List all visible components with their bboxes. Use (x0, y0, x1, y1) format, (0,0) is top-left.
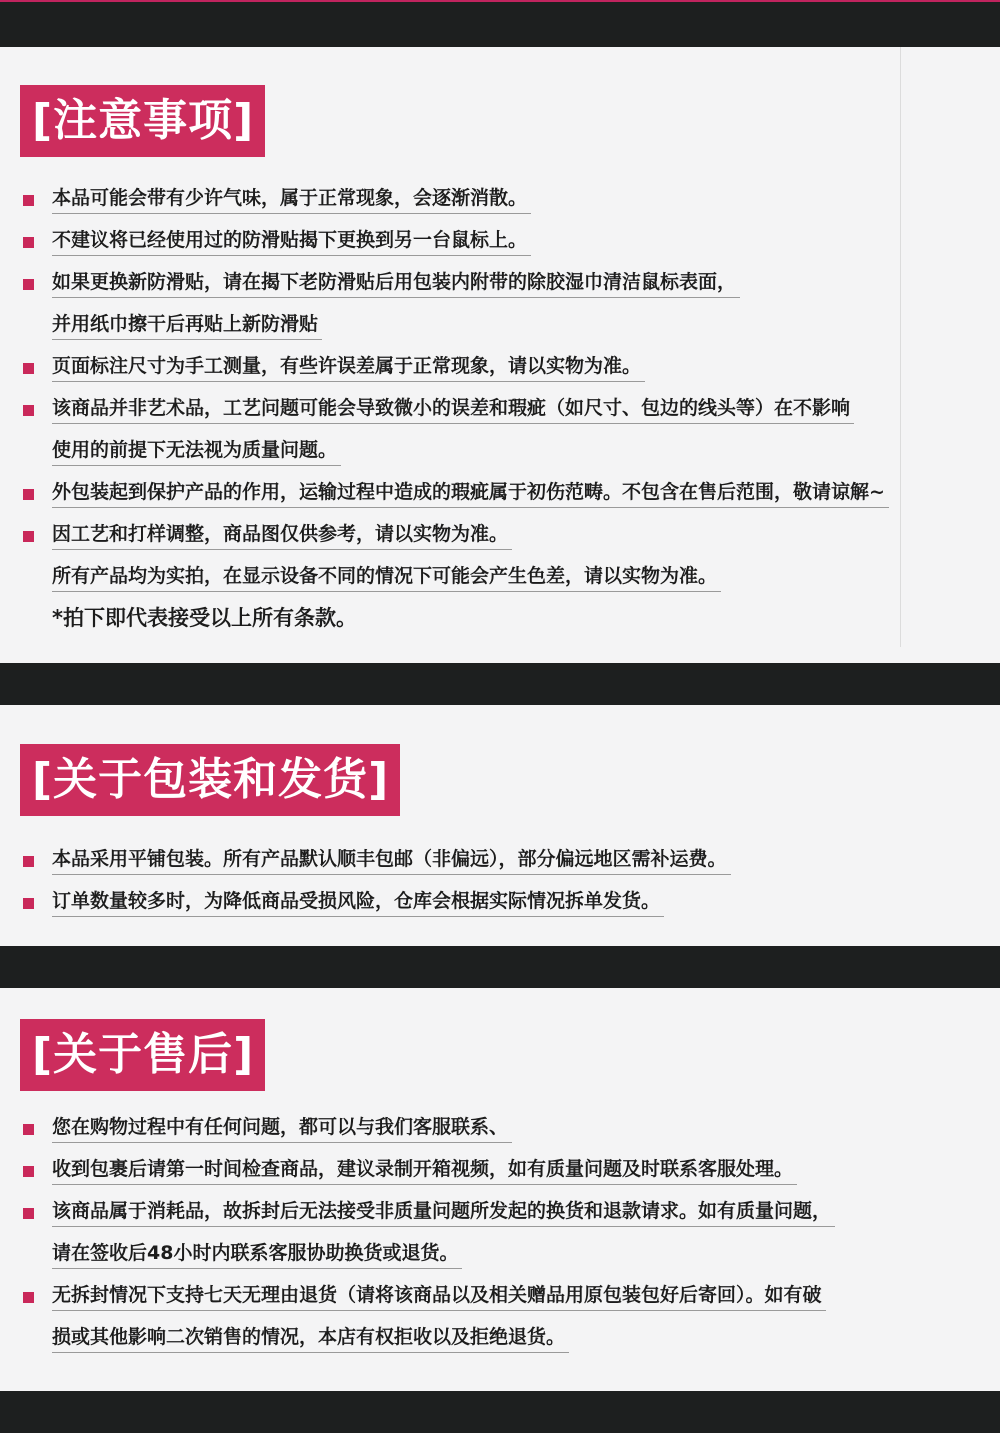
list-item (20, 1148, 980, 1190)
square-bullet-icon (23, 489, 34, 500)
list-item (20, 880, 980, 922)
list-item-text: 该商品属于消耗品，故拆封后无法接受非质量问题所发起的换货和退款请求。如有质量问题， (52, 1196, 835, 1227)
list-item (20, 838, 980, 880)
after-sales-list (20, 1106, 980, 1358)
section-title-shipping: [关于包装和发货] (20, 744, 400, 816)
list-item (20, 513, 980, 555)
list-item-text: 无拆封情况下支持七天无理由退货（请将该商品以及相关赠品用原包装包好后寄回）。如有破 (52, 1280, 826, 1311)
terms-note (20, 597, 980, 639)
list-item-text: 本品可能会带有少许气味，属于正常现象，会逐渐消散。 (52, 183, 531, 214)
shipping-list (20, 838, 980, 922)
section-divider-bar (0, 663, 1000, 705)
square-bullet-icon (23, 237, 34, 248)
list-item-text: 不建议将已经使用过的防滑贴揭下更换到另一台鼠标上。 (52, 225, 531, 256)
list-item (20, 1190, 980, 1232)
list-item-text: 订单数量较多时，为降低商品受损风险，仓库会根据实际情况拆单发货。 (52, 886, 664, 917)
list-item (20, 219, 980, 261)
square-bullet-icon (23, 531, 34, 542)
list-item-continuation (20, 1316, 980, 1358)
square-bullet-icon (23, 363, 34, 374)
section-title-after-sales: [关于售后] (20, 1019, 265, 1091)
list-item (20, 261, 980, 303)
list-item (20, 345, 980, 387)
square-bullet-icon (23, 1292, 34, 1303)
section-title-notice: [注意事项] (20, 85, 265, 157)
list-item-text: 页面标注尺寸为手工测量，有些许误差属于正常现象，请以实物为准。 (52, 351, 645, 382)
list-item-text: 本品采用平铺包装。所有产品默认顺丰包邮（非偏远），部分偏远地区需补运费。 (52, 844, 731, 875)
square-bullet-icon (23, 195, 34, 206)
list-item-text: 请在签收后48小时内联系客服协助换货或退货。 (52, 1238, 462, 1269)
square-bullet-icon (23, 279, 34, 290)
list-item (20, 177, 980, 219)
list-item-continuation (20, 303, 980, 345)
list-item-text: 损或其他影响二次销售的情况，本店有权拒收以及拒绝退货。 (52, 1322, 569, 1353)
list-item (20, 471, 980, 513)
list-item-text: 该商品并非艺术品，工艺问题可能会导致微小的误差和瑕疵（如尺寸、包边的线头等）在不影响 (52, 393, 854, 424)
list-item-continuation (20, 429, 980, 471)
square-bullet-icon (23, 1208, 34, 1219)
list-item (20, 1274, 980, 1316)
list-item-text: 外包装起到保护产品的作用，运输过程中造成的瑕疵属于初伤范畴。不包含在售后范围，敬请谅解~ (52, 477, 889, 508)
square-bullet-icon (23, 856, 34, 867)
list-item-continuation (20, 1232, 980, 1274)
list-item-text: 收到包裹后请第一时间检查商品，建议录制开箱视频，如有质量问题及时联系客服处理。 (52, 1154, 797, 1185)
bottom-dark-bar (0, 1391, 1000, 1433)
list-item-text: 使用的前提下无法视为质量问题。 (52, 435, 341, 466)
list-item-text: 并用纸巾擦干后再贴上新防滑贴 (52, 309, 322, 340)
list-item-text: 您在购物过程中有任何问题，都可以与我们客服联系、 (52, 1112, 512, 1143)
list-item (20, 1106, 980, 1148)
square-bullet-icon (23, 405, 34, 416)
square-bullet-icon (23, 1124, 34, 1135)
notice-list (20, 177, 980, 639)
terms-note-text: *拍下即代表接受以上所有条款。 (52, 606, 357, 630)
list-item-continuation (20, 555, 980, 597)
section-divider-bar (0, 946, 1000, 988)
list-item (20, 387, 980, 429)
list-item-text: 所有产品均为实拍，在显示设备不同的情况下可能会产生色差，请以实物为准。 (52, 561, 721, 592)
top-dark-bar (0, 0, 1000, 47)
list-item-text: 因工艺和打样调整，商品图仅供参考，请以实物为准。 (52, 519, 512, 550)
square-bullet-icon (23, 1166, 34, 1177)
list-item-text: 如果更换新防滑贴，请在揭下老防滑贴后用包装内附带的除胶湿巾清洁鼠标表面， (52, 267, 740, 298)
square-bullet-icon (23, 898, 34, 909)
